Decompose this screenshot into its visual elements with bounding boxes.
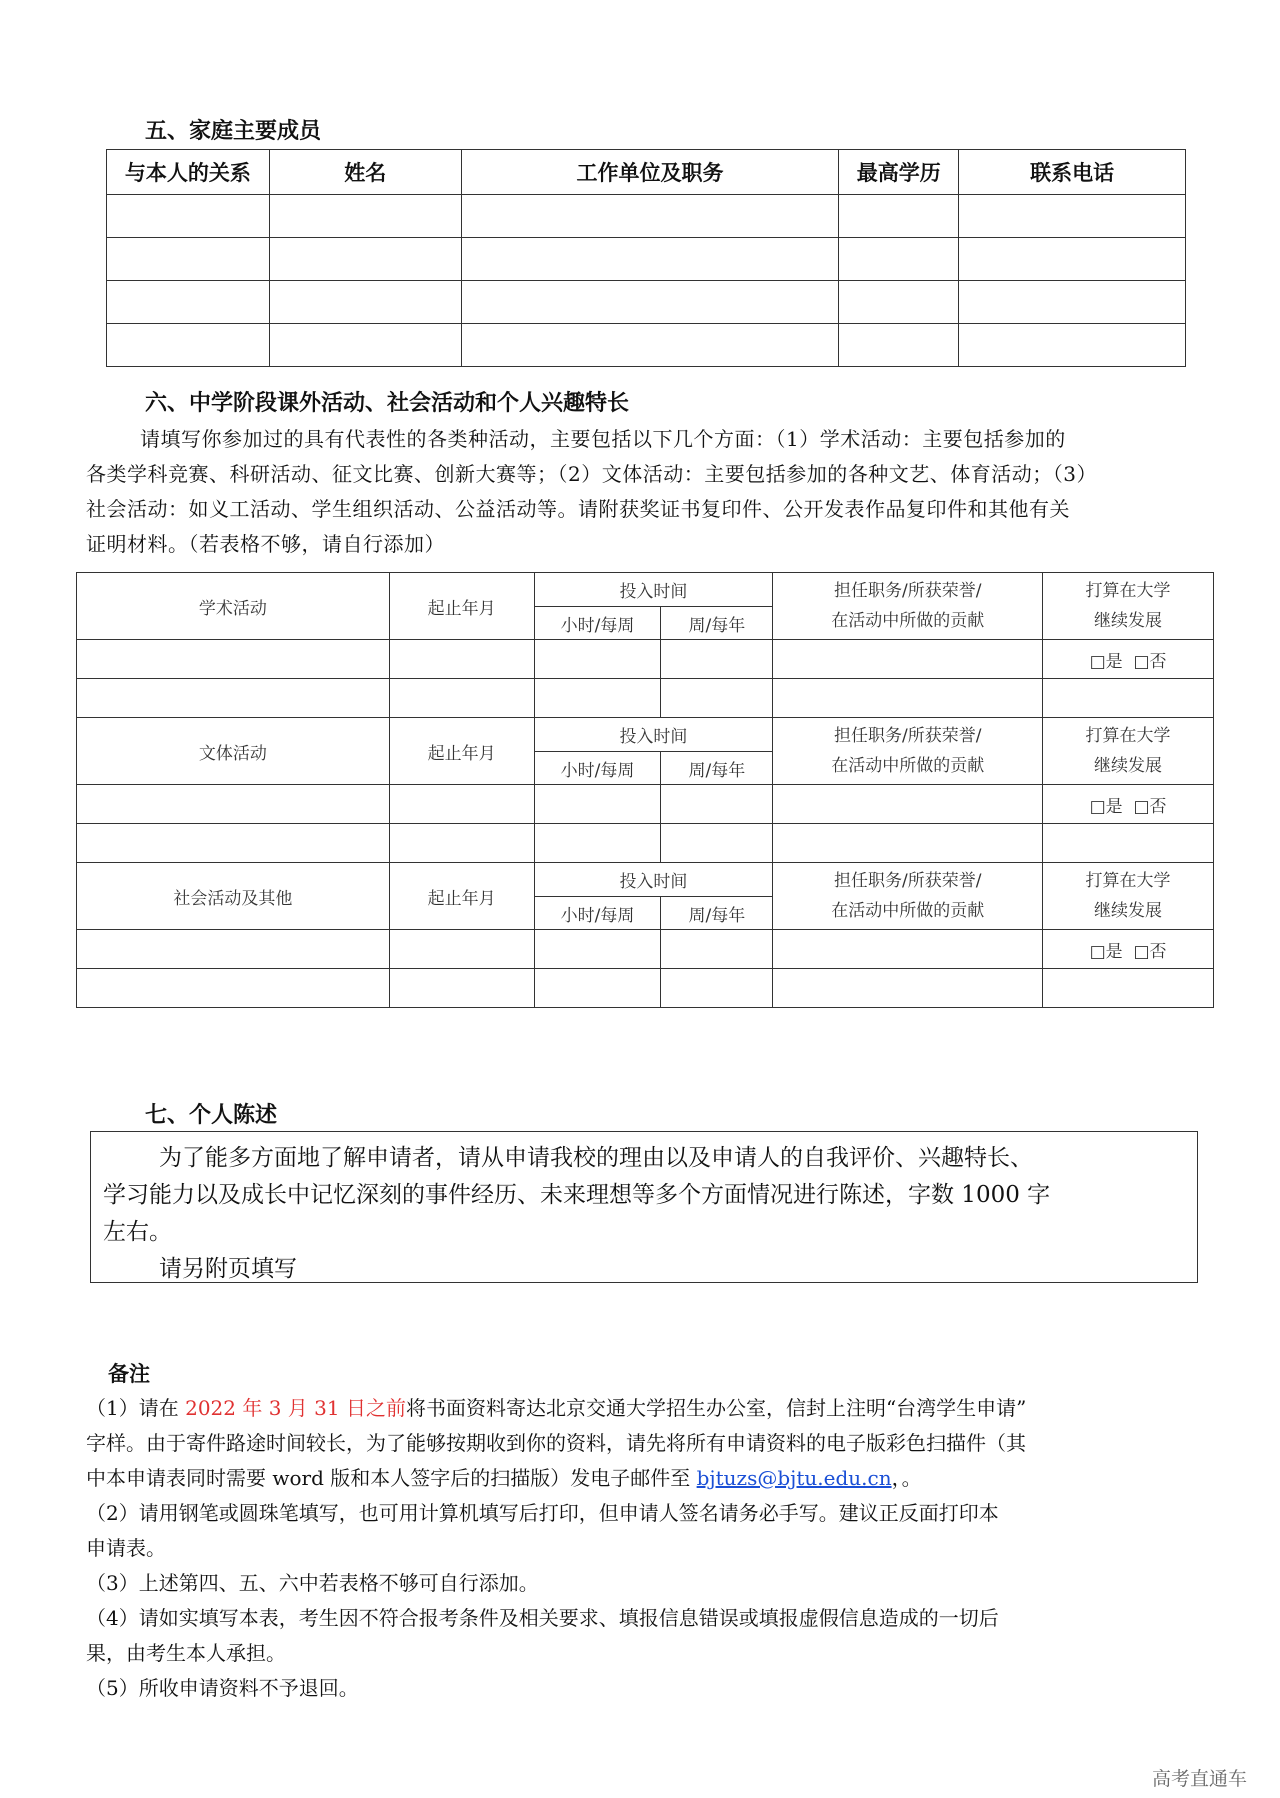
col-period: 起止年月 [389,573,534,640]
statement-attach-note: 请另附页填写 [159,1256,297,1282]
input-cell[interactable] [773,785,1043,824]
col-time: 投入时间 [534,573,773,607]
col-period: 起止年月 [389,863,534,930]
family-members-table [106,149,1186,367]
col-role: 担任职务/所获荣誉/ 在活动中所做的贡献 [773,718,1043,785]
col-phone: 联系电话 [959,150,1186,195]
table-row [107,238,1186,281]
yes-no-checkbox-cell[interactable] [1043,930,1214,969]
input-cell[interactable] [534,824,661,863]
table-row [107,195,1186,238]
table-row [77,679,1214,718]
input-cell[interactable] [77,640,390,679]
table-row [77,640,1214,679]
col-time: 投入时间 [534,863,773,897]
col-role: 担任职务/所获荣誉/ 在活动中所做的贡献 [773,863,1043,930]
statement-line: 学习能力以及成长中记忆深刻的事件经历、未来理想等多个方面情况进行陈述，字数 1000 字 [103,1182,1051,1208]
col-time: 投入时间 [534,718,773,752]
input-cell[interactable] [773,930,1043,969]
input-cell[interactable] [77,785,390,824]
input-cell[interactable] [661,930,773,969]
statement-line: 左右。 [103,1219,172,1245]
input-cell[interactable] [534,969,661,1008]
category-academic: 学术活动 [77,573,390,640]
col-hours: 小时/每周 [534,897,661,930]
group-header-row [77,573,1214,607]
input-cell[interactable] [661,969,773,1008]
input-cell[interactable] [959,324,1186,367]
checkbox-no[interactable]: □否 [1133,796,1167,817]
table-row [107,281,1186,324]
input-cell[interactable] [461,281,839,324]
table-row [107,324,1186,367]
note-1-cont: 中本申请表同时需要 word 版和本人签字后的扫描版）发电子邮件至 bjtuzs@bjtu.edu.cn，。 [86,1466,922,1490]
input-cell[interactable] [107,238,270,281]
input-cell[interactable] [107,324,270,367]
input-cell[interactable] [534,640,661,679]
input-cell[interactable] [77,679,390,718]
col-employer: 工作单位及职务 [461,150,839,195]
intro-line: 社会活动：如义工活动、学生组织活动、公益活动等。请附获奖证书复印件、公开发表作品复印件和其他有关 [86,497,1070,521]
input-cell[interactable] [269,195,461,238]
note-4-cont: 果，由考生本人承担。 [86,1641,286,1665]
input-cell[interactable] [389,785,534,824]
input-cell[interactable] [461,324,839,367]
col-name: 姓名 [269,150,461,195]
note-5: （5）所收申请资料不予退回。 [86,1676,359,1700]
input-cell[interactable] [1043,679,1214,718]
table-header-row [107,150,1186,195]
intro-line: 证明材料。（若表格不够，请自行添加） [86,532,445,556]
col-education: 最高学历 [839,150,959,195]
input-cell[interactable] [773,679,1043,718]
intro-line: 请填写你参加过的具有代表性的各类种活动，主要包括以下几个方面：（1）学术活动：主要包括参加的 [140,427,1066,451]
col-plan: 打算在大学 继续发展 [1043,718,1214,785]
input-cell[interactable] [959,238,1186,281]
input-cell[interactable] [389,969,534,1008]
note-4: （4）请如实填写本表，考生因不符合报考条件及相关要求、填报信息错误或填报虚假信息造成的一切后 [86,1606,999,1630]
intro-line: 各类学科竞赛、科研活动、征文比赛、创新大赛等；（2）文体活动：主要包括参加的各种文艺、体育活动；（3） [86,462,1097,486]
input-cell[interactable] [959,195,1186,238]
input-cell[interactable] [959,281,1186,324]
section6-title: 六、中学阶段课外活动、社会活动和个人兴趣特长 [145,391,630,416]
note-3: （3）上述第四、五、六中若表格不够可自行添加。 [86,1571,539,1595]
checkbox-no[interactable]: □否 [1133,941,1167,962]
input-cell[interactable] [773,640,1043,679]
table-row [77,930,1214,969]
col-plan: 打算在大学 继续发展 [1043,573,1214,640]
group-header-row [77,718,1214,752]
col-hours: 小时/每周 [534,607,661,640]
input-cell[interactable] [773,969,1043,1008]
note-2-cont: 申请表。 [86,1536,166,1560]
input-cell[interactable] [839,238,959,281]
category-arts-sports: 文体活动 [77,718,390,785]
section6-intro [86,422,1226,562]
input-cell[interactable] [661,640,773,679]
input-cell[interactable] [534,785,661,824]
input-cell[interactable] [269,324,461,367]
note-2: （2）请用钢笔或圆珠笔填写，也可用计算机填写后打印，但申请人签名请务必手写。建议正反面打印本 [86,1501,999,1525]
deadline-text: 2022 年 3 月 31 日之前 [185,1396,406,1420]
col-weeks: 周/每年 [661,897,773,930]
notes-title: 备注 [108,1362,150,1386]
input-cell[interactable] [107,281,270,324]
notes-list [86,1391,1236,1706]
input-cell[interactable] [269,281,461,324]
col-weeks: 周/每年 [661,752,773,785]
col-weeks: 周/每年 [661,607,773,640]
input-cell[interactable] [269,238,461,281]
section5-title: 五、家庭主要成员 [145,119,322,144]
col-plan: 打算在大学 继续发展 [1043,863,1214,930]
table-row [77,824,1214,863]
input-cell[interactable] [534,930,661,969]
input-cell[interactable] [839,281,959,324]
input-cell[interactable] [661,824,773,863]
checkbox-no[interactable]: □否 [1133,651,1167,672]
table-row [77,969,1214,1008]
input-cell[interactable] [839,324,959,367]
input-cell[interactable] [661,679,773,718]
input-cell[interactable] [77,824,390,863]
col-relation: 与本人的关系 [107,150,270,195]
activities-table [76,572,1214,1008]
col-period: 起止年月 [389,718,534,785]
input-cell[interactable] [77,969,390,1008]
input-cell[interactable] [1043,824,1214,863]
personal-statement-box [90,1131,1198,1283]
section7-title: 七、个人陈述 [145,1103,278,1128]
category-social: 社会活动及其他 [77,863,390,930]
checkbox-yes[interactable]: □是 [1089,941,1123,962]
yes-no-checkbox-cell[interactable] [1043,785,1214,824]
input-cell[interactable] [839,195,959,238]
checkbox-yes[interactable]: □是 [1089,651,1123,672]
input-cell[interactable] [107,195,270,238]
note-1-cont: 字样。由于寄件路途时间较长，为了能够按期收到你的资料，请先将所有申请资料的电子版彩色扫描件（其 [86,1431,1026,1455]
statement-line: 为了能多方面地了解申请者，请从申请我校的理由以及申请人的自我评价、兴趣特长、 [159,1145,1033,1171]
col-hours: 小时/每周 [534,752,661,785]
yes-no-checkbox-cell[interactable] [1043,640,1214,679]
watermark: 高考直通车 [1152,1768,1248,1790]
input-cell[interactable] [661,785,773,824]
input-cell[interactable] [389,930,534,969]
email-link[interactable]: bjtuzs@bjtu.edu.cn [696,1466,892,1490]
note-1: （1）请在 2022 年 3 月 31 日之前将书面资料寄达北京交通大学招生办公室，信封上注明“台湾学生申请” [86,1396,1027,1420]
input-cell[interactable] [534,679,661,718]
input-cell[interactable] [773,824,1043,863]
input-cell[interactable] [77,930,390,969]
checkbox-yes[interactable]: □是 [1089,796,1123,817]
col-role: 担任职务/所获荣誉/ 在活动中所做的贡献 [773,573,1043,640]
input-cell[interactable] [461,238,839,281]
input-cell[interactable] [389,824,534,863]
input-cell[interactable] [461,195,839,238]
input-cell[interactable] [389,640,534,679]
input-cell[interactable] [389,679,534,718]
table-row [77,785,1214,824]
group-header-row [77,863,1214,897]
input-cell[interactable] [1043,969,1214,1008]
